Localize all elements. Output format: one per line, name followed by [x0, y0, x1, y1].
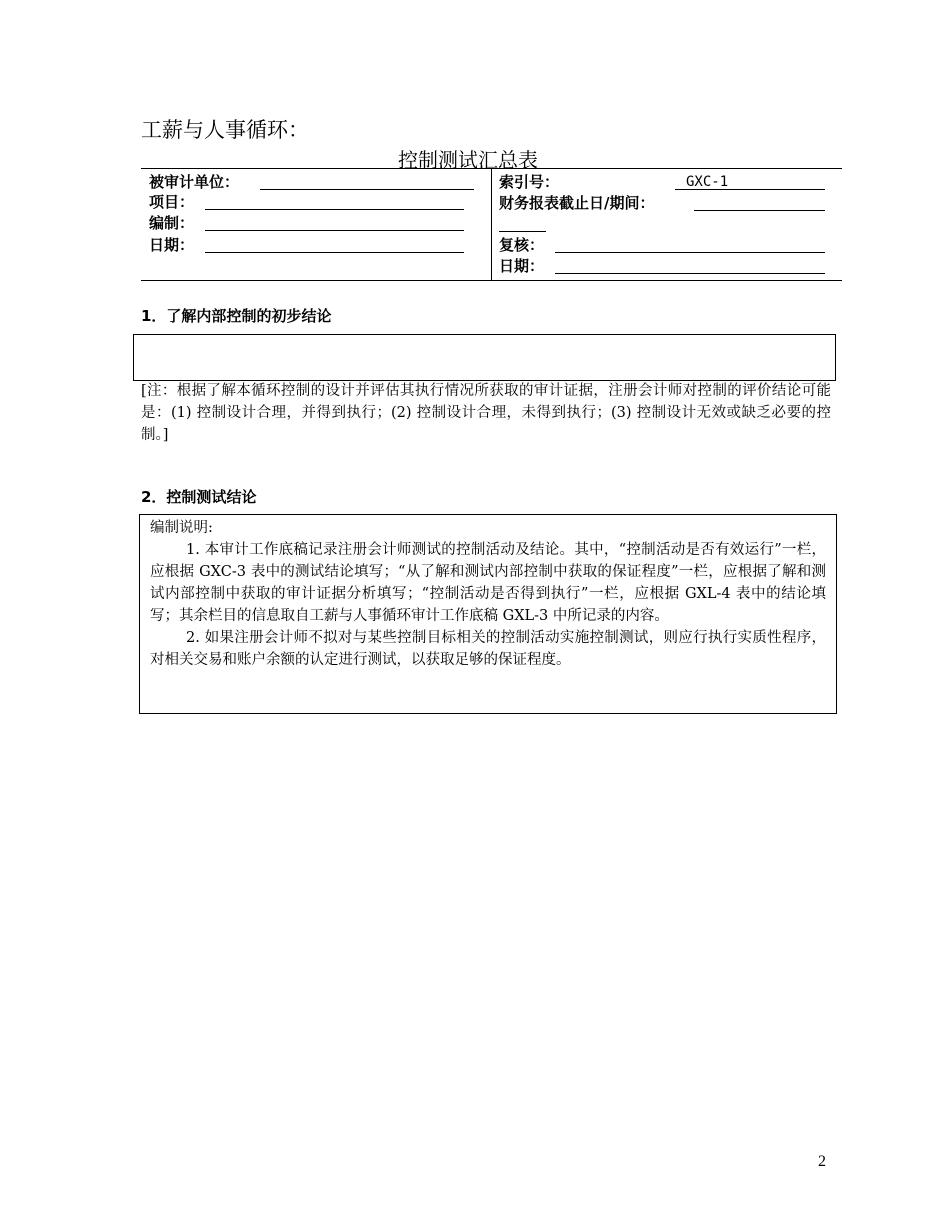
cycle-title: 工薪与人事循环： — [141, 118, 309, 142]
section1-note: [注：根据了解本循环控制的设计并评估其执行情况所获取的审计证据，注册会计师对控制的评价结论可能是：(1) 控制设计合理，并得到执行；(2) 控制设计合理，未得到执行；(3) 控制设计无效或缺乏必要的控制。] — [141, 383, 831, 443]
table-title: 控制测试汇总表 — [398, 148, 538, 172]
project-field[interactable] — [205, 209, 464, 210]
instructions-box — [139, 514, 837, 714]
reviewer-field[interactable] — [555, 252, 825, 253]
period-field-continued[interactable] — [499, 231, 546, 232]
prepared-by-label: 编制： — [149, 214, 195, 232]
date-field-left[interactable] — [205, 252, 464, 253]
index-value: GXC-1 — [686, 174, 729, 190]
instruction-2: 2. 如果注册会计师不拟对与某些控制目标相关的控制活动实施控制测试，则应行执行实质性程序，对相关交易和账户余额的认定进行测试，以获取足够的保证程度。 — [150, 630, 826, 668]
section1-heading: 1．了解内部控制的初步结论 — [141, 307, 332, 325]
period-label: 财务报表截止日/期间： — [499, 194, 655, 212]
index-field[interactable] — [675, 189, 825, 190]
prepared-by-field[interactable] — [205, 230, 464, 231]
form-divider — [491, 168, 492, 280]
form-bottom-rule — [141, 280, 842, 281]
project-label: 项目： — [149, 193, 195, 211]
page-number: 2 — [818, 1153, 826, 1170]
reviewer-label: 复核： — [499, 236, 545, 254]
date-field-right[interactable] — [555, 273, 825, 274]
instruction-1: 1. 本审计工作底稿记录注册会计师测试的控制活动及结论。其中，“控制活动是否有效运行”一栏，应根据 GXC-3 表中的测试结论填写；“从了解和测试内部控制中获取的保证程度”一栏，应根据了解和测试内部控制中获取的审计证据分析填写；“控制活动是否得到执行”一栏，应根据 GXL-4 表中的结论填写；其余栏目的信息取自工薪与人事循环审计工作底稿 GXL-3 中所记录的内容。 — [150, 542, 826, 624]
date-label-right: 日期： — [499, 257, 545, 275]
section2-heading: 2．控制测试结论 — [141, 488, 257, 506]
date-label-left: 日期： — [149, 236, 195, 254]
period-field[interactable] — [694, 210, 825, 211]
auditee-label: 被审计单位： — [149, 173, 240, 191]
auditee-field[interactable] — [260, 189, 474, 190]
instructions-title: 编制说明: — [150, 520, 213, 536]
index-label: 索引号： — [499, 173, 560, 191]
preliminary-conclusion-box[interactable] — [133, 334, 836, 381]
